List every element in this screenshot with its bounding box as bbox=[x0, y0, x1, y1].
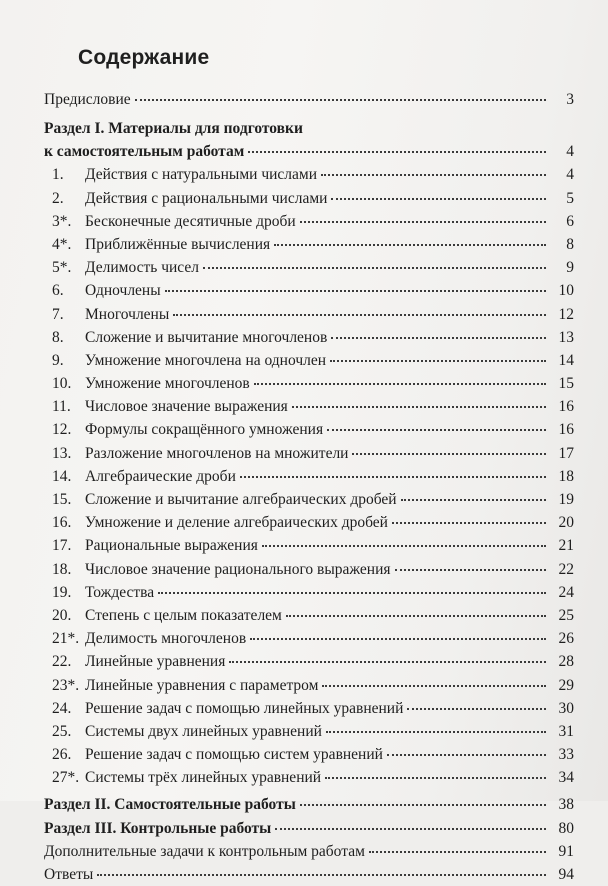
toc-page-number: 91 bbox=[558, 842, 574, 860]
toc-label: Действия с натуральными числами bbox=[85, 166, 318, 184]
toc-label: Раздел II. Самостоятельные работы bbox=[44, 796, 296, 814]
toc-item[interactable] bbox=[44, 697, 574, 720]
toc-label: Тождества bbox=[85, 583, 155, 601]
dot-leader bbox=[321, 173, 546, 176]
toc-item[interactable] bbox=[44, 326, 574, 349]
dot-leader bbox=[275, 827, 546, 830]
toc-item-number: 23*. bbox=[52, 676, 80, 694]
dot-leader bbox=[325, 776, 546, 779]
dot-leader bbox=[369, 850, 546, 853]
toc-page-number: 14 bbox=[558, 351, 574, 369]
toc-section-1-items bbox=[44, 163, 574, 789]
toc-item-number: 7. bbox=[52, 305, 64, 323]
toc-page-number: 21 bbox=[558, 537, 574, 555]
toc-label: Бесконечные десятичные дроби bbox=[85, 212, 296, 230]
toc-item-number: 3*. bbox=[52, 212, 72, 230]
toc-page-number: 3 bbox=[566, 91, 574, 108]
toc-section-1-title[interactable] bbox=[44, 117, 574, 140]
toc-page-number: 25 bbox=[558, 606, 574, 624]
toc-label: Числовое значение выражения bbox=[85, 398, 288, 416]
toc-item[interactable] bbox=[44, 627, 574, 650]
toc-page-number: 12 bbox=[558, 305, 574, 323]
dot-leader bbox=[229, 660, 546, 663]
toc-page-number: 17 bbox=[558, 444, 574, 462]
toc-page-number: 5 bbox=[566, 189, 574, 207]
toc-label: Приближённые вычисления bbox=[85, 235, 271, 253]
toc-item-number: 1. bbox=[52, 166, 64, 184]
toc-item-number: 17. bbox=[52, 537, 72, 555]
toc-section-2[interactable] bbox=[44, 793, 574, 816]
toc-page-number: 26 bbox=[558, 630, 574, 648]
dot-leader bbox=[274, 243, 546, 246]
toc-item-number: 8. bbox=[52, 328, 64, 346]
toc-item[interactable] bbox=[44, 210, 574, 233]
toc-item[interactable] bbox=[44, 720, 574, 743]
dot-leader bbox=[240, 475, 546, 478]
dot-leader bbox=[401, 498, 546, 501]
dot-leader bbox=[352, 452, 546, 455]
toc-page-number: 18 bbox=[558, 467, 574, 485]
toc-label: Дополнительные задачи к контрольным работам bbox=[44, 842, 365, 860]
toc-label: Алгебраические дроби bbox=[85, 467, 236, 485]
dot-leader bbox=[331, 197, 546, 200]
toc-page-number: 22 bbox=[558, 560, 574, 578]
toc-page-number: 13 bbox=[558, 328, 574, 346]
toc-page-number: 19 bbox=[558, 491, 574, 508]
toc-item[interactable] bbox=[44, 303, 574, 326]
toc-label: Формулы сокращённого умножения bbox=[85, 421, 324, 439]
toc-label: Сложение и вычитание многочленов bbox=[85, 328, 328, 346]
toc-section-1-title-cont[interactable] bbox=[44, 140, 574, 163]
toc-item-number: 4*. bbox=[52, 235, 72, 253]
toc-item-number: 15. bbox=[52, 491, 72, 508]
dot-leader bbox=[165, 289, 546, 292]
toc-label: Решение задач с помощью линейных уравнений bbox=[85, 699, 404, 717]
toc-item[interactable] bbox=[44, 256, 574, 279]
toc-page-number: 33 bbox=[558, 746, 574, 764]
toc-item[interactable] bbox=[44, 488, 574, 511]
dot-leader bbox=[387, 753, 546, 756]
toc-label: к самостоятельным работам bbox=[44, 143, 245, 161]
toc-label: Сложение и вычитание алгебраических дробей bbox=[85, 491, 397, 508]
toc-item[interactable] bbox=[44, 187, 574, 210]
toc-page-number: 16 bbox=[558, 398, 574, 416]
toc-label: Степень с целым показателем bbox=[85, 606, 282, 624]
toc-label: Раздел III. Контрольные работы bbox=[44, 819, 272, 837]
toc-label: Умножение многочлена на одночлен bbox=[85, 351, 327, 369]
toc-page-number: 15 bbox=[558, 375, 574, 393]
toc-item[interactable] bbox=[44, 558, 574, 581]
toc-item-number: 11. bbox=[52, 398, 71, 416]
toc-page-number: 80 bbox=[558, 819, 574, 837]
toc-page-number: 20 bbox=[558, 514, 574, 532]
table-of-contents bbox=[44, 88, 574, 886]
toc-page-number: 16 bbox=[558, 421, 574, 439]
dot-leader bbox=[322, 684, 546, 687]
toc-page-number: 6 bbox=[566, 212, 574, 230]
toc-item-number: 16. bbox=[52, 514, 72, 532]
toc-item[interactable] bbox=[44, 511, 574, 534]
dot-leader bbox=[300, 220, 546, 223]
toc-item-number: 2. bbox=[52, 189, 64, 207]
toc-page-number: 8 bbox=[566, 235, 574, 253]
toc-item[interactable] bbox=[44, 163, 574, 186]
toc-page-number: 29 bbox=[558, 676, 574, 694]
toc-item[interactable] bbox=[44, 534, 574, 557]
dot-leader bbox=[286, 614, 546, 617]
toc-item[interactable] bbox=[44, 674, 574, 697]
toc-item[interactable] bbox=[44, 418, 574, 441]
toc-item-number: 9. bbox=[52, 351, 64, 369]
toc-item-number: 10. bbox=[52, 375, 72, 393]
toc-label: Делимость многочленов bbox=[85, 630, 247, 648]
toc-item-number: 21*. bbox=[52, 630, 80, 648]
toc-page-number: 38 bbox=[558, 796, 574, 814]
toc-item[interactable] bbox=[44, 372, 574, 395]
toc-item[interactable] bbox=[44, 766, 574, 789]
toc-page-number: 31 bbox=[558, 722, 574, 740]
toc-item-number: 22. bbox=[52, 653, 72, 671]
dot-leader bbox=[173, 313, 546, 316]
dot-leader bbox=[262, 544, 546, 547]
toc-label: Рациональные выражения bbox=[85, 537, 258, 555]
toc-label: Решение задач с помощью систем уравнений bbox=[85, 746, 383, 764]
toc-label: Предисловие bbox=[44, 91, 131, 108]
dot-leader bbox=[327, 428, 546, 431]
toc-item-number: 18. bbox=[52, 560, 72, 578]
toc-page-number: 4 bbox=[566, 143, 574, 161]
toc-entry-preface[interactable] bbox=[44, 88, 574, 111]
toc-item-number: 6. bbox=[52, 282, 64, 300]
toc-page-number: 10 bbox=[558, 282, 574, 300]
dot-leader bbox=[392, 521, 546, 524]
toc-page-number: 30 bbox=[558, 699, 574, 717]
toc-item-number: 14. bbox=[52, 467, 72, 485]
toc-item-number: 24. bbox=[52, 699, 72, 717]
toc-item-number: 25. bbox=[52, 722, 72, 740]
toc-page-number: 4 bbox=[566, 166, 574, 184]
dot-leader bbox=[331, 336, 546, 339]
toc-page-number: 34 bbox=[558, 769, 574, 787]
dot-leader bbox=[135, 98, 546, 101]
toc-item-number: 20. bbox=[52, 606, 72, 624]
toc-label: Системы трёх линейных уравнений bbox=[85, 769, 322, 787]
toc-item-number: 19. bbox=[52, 583, 72, 601]
dot-leader bbox=[254, 382, 546, 385]
dot-leader bbox=[300, 803, 546, 806]
toc-item[interactable] bbox=[44, 743, 574, 766]
toc-label: Разложение многочленов на множители bbox=[85, 444, 349, 462]
toc-label: Линейные уравнения с параметром bbox=[85, 676, 319, 694]
toc-label: Одночлены bbox=[85, 282, 161, 300]
toc-item[interactable] bbox=[44, 604, 574, 627]
toc-page-number: 28 bbox=[558, 653, 574, 671]
page-title: Содержание bbox=[78, 46, 210, 69]
toc-item[interactable] bbox=[44, 395, 574, 418]
toc-label: Линейные уравнения bbox=[85, 653, 226, 671]
dot-leader bbox=[97, 873, 546, 876]
toc-item[interactable] bbox=[44, 465, 574, 488]
dot-leader bbox=[158, 591, 546, 594]
dot-leader bbox=[250, 637, 546, 640]
toc-entry-extra-tasks[interactable] bbox=[44, 840, 574, 863]
toc-item[interactable] bbox=[44, 650, 574, 673]
dot-leader bbox=[326, 730, 546, 733]
toc-entry-answers[interactable] bbox=[44, 863, 574, 886]
toc-item[interactable] bbox=[44, 349, 574, 372]
toc-label: Действия с рациональными числами bbox=[85, 189, 328, 207]
toc-item[interactable] bbox=[44, 279, 574, 302]
toc-label: Ответы bbox=[44, 866, 94, 883]
toc-page-number: 24 bbox=[558, 583, 574, 601]
toc-item-number: 26. bbox=[52, 746, 72, 764]
toc-label: Умножение и деление алгебраических дробей bbox=[85, 514, 388, 532]
toc-label: Раздел I. Материалы для подготовки bbox=[44, 120, 303, 138]
dot-leader bbox=[395, 568, 546, 571]
toc-label: Системы двух линейных уравнений bbox=[85, 722, 322, 740]
toc-item-number: 12. bbox=[52, 421, 72, 439]
dot-leader bbox=[203, 266, 546, 269]
toc-page-number: 9 bbox=[566, 259, 574, 277]
dot-leader bbox=[330, 359, 546, 362]
toc-section-3[interactable] bbox=[44, 817, 574, 840]
toc-item[interactable] bbox=[44, 233, 574, 256]
dot-leader bbox=[248, 150, 546, 153]
toc-label: Многочлены bbox=[85, 305, 170, 323]
toc-item[interactable] bbox=[44, 581, 574, 604]
dot-leader bbox=[407, 707, 546, 710]
toc-item-number: 13. bbox=[52, 444, 72, 462]
toc-page-number: 94 bbox=[558, 866, 574, 883]
toc-item-number: 5*. bbox=[52, 259, 72, 277]
toc-label: Делимость чисел bbox=[85, 259, 199, 277]
dot-leader bbox=[292, 405, 546, 408]
toc-label: Умножение многочленов bbox=[85, 375, 250, 393]
toc-item-number: 27*. bbox=[52, 769, 80, 787]
toc-item[interactable] bbox=[44, 442, 574, 465]
toc-label: Числовое значение рационального выражения bbox=[85, 560, 391, 578]
